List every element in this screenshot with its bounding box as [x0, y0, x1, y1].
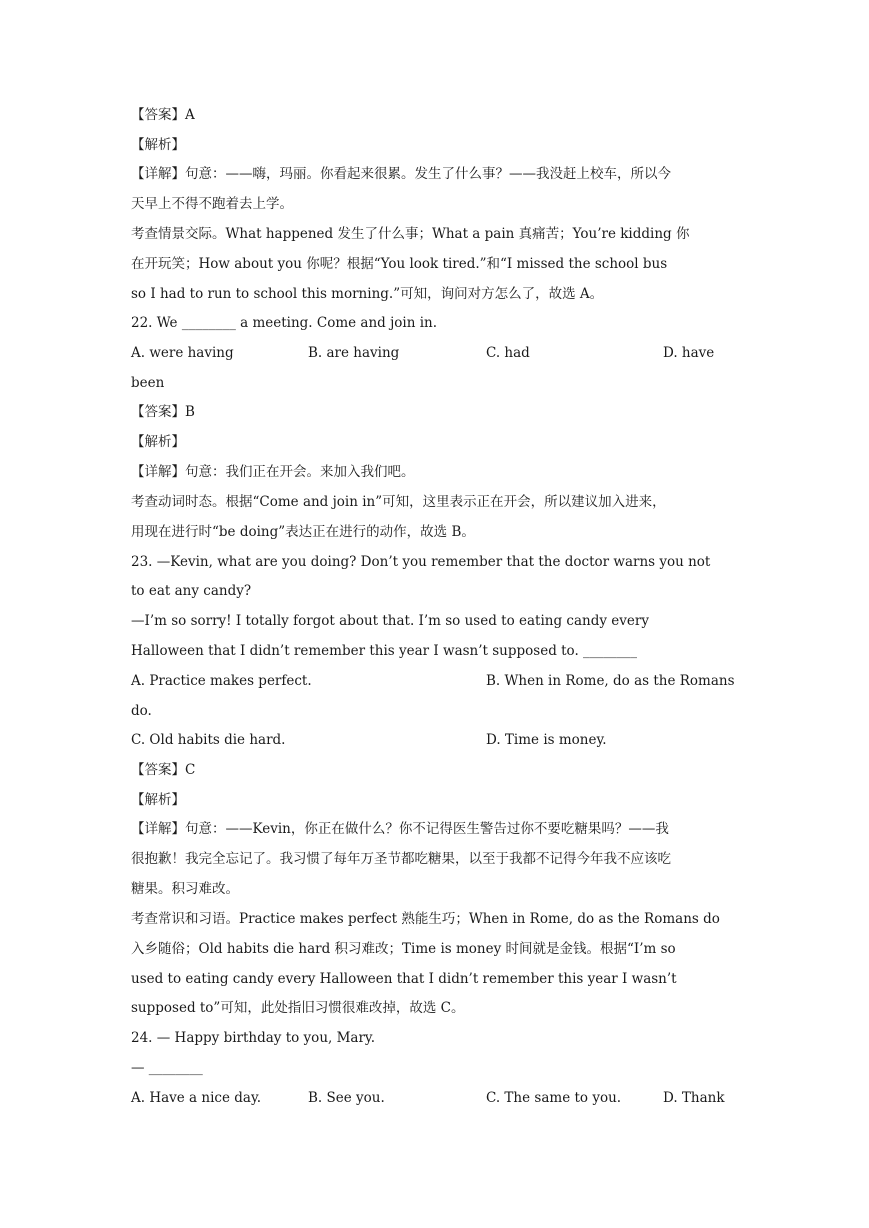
q21-explanation-line-3: so I had to run to school this morning.”可知，询问对方怎么了，故选 A。	[131, 286, 604, 302]
q22-explanation-line-2: 用现在进行时“be doing”表达正在进行的动作，故选 B。	[131, 524, 475, 540]
q24-option-d: D. Thank	[663, 1090, 725, 1106]
q23-option-b: B. When in Rome, do as the Romans	[486, 673, 735, 689]
q23-stem-line-2: to eat any candy?	[131, 583, 252, 599]
q22-analysis-heading: 【解析】	[131, 434, 185, 450]
q23-option-d: D. Time is money.	[486, 732, 607, 748]
q22-option-a: A. were having	[131, 345, 234, 361]
q24-stem-line-2: — ________	[131, 1060, 203, 1076]
q22-option-c: C. had	[486, 345, 530, 361]
q23-detail-line-3: 糖果。积习难改。	[131, 881, 239, 897]
q23-answer: 【答案】C	[131, 762, 196, 778]
q21-detail-line-2: 天早上不得不跑着去上学。	[131, 196, 293, 212]
q24-option-a: A. Have a nice day.	[131, 1090, 262, 1106]
q24-stem-line-1: 24. — Happy birthday to you, Mary.	[131, 1030, 376, 1046]
q23-option-c: C. Old habits die hard.	[131, 732, 286, 748]
q22-option-d-wrap: been	[131, 375, 165, 391]
q22-stem: 22. We ________ a meeting. Come and join in.	[131, 315, 438, 331]
q23-explanation-line-3: used to eating candy every Halloween that I didn’t remember this year I wasn’t	[131, 971, 677, 987]
q21-answer: 【答案】A	[131, 107, 195, 123]
q23-explanation-line-1: 考查常识和习语。Practice makes perfect 熟能生巧；When in Rome, do as the Romans do	[131, 911, 720, 927]
q23-option-a: A. Practice makes perfect.	[131, 673, 312, 689]
q21-explanation-line-1: 考查情景交际。What happened 发生了什么事；What a pain 真痛苦；You’re kidding 你	[131, 226, 690, 242]
q23-analysis-heading: 【解析】	[131, 792, 185, 808]
q24-option-b: B. See you.	[308, 1090, 385, 1106]
q21-explanation-line-2: 在开玩笑；How about you 你呢？根据“You look tired.”和“I missed the school bus	[131, 256, 668, 272]
q23-detail-line-1: 【详解】句意：——Kevin，你正在做什么？你不记得医生警告过你不要吃糖果吗？——我	[131, 821, 669, 837]
q24-option-c: C. The same to you.	[486, 1090, 622, 1106]
q21-analysis-heading: 【解析】	[131, 137, 185, 153]
q23-stem-line-1: 23. —Kevin, what are you doing? Don’t you remember that the doctor warns you not	[131, 554, 711, 570]
q23-detail-line-2: 很抱歉！我完全忘记了。我习惯了每年万圣节都吃糖果，以至于我都不记得今年我不应该吃	[131, 851, 671, 867]
q22-explanation-line-1: 考查动词时态。根据“Come and join in”可知，这里表示正在开会，所以建议加入进来，	[131, 494, 666, 510]
q23-option-b-wrap: do.	[131, 703, 152, 719]
q23-stem-line-3: —I’m so sorry! I totally forgot about that. I’m so used to eating candy every	[131, 613, 649, 629]
q23-explanation-line-4: supposed to”可知，此处指旧习惯很难改掉，故选 C。	[131, 1000, 465, 1016]
q22-answer: 【答案】B	[131, 404, 195, 420]
q23-explanation-line-2: 入乡随俗；Old habits die hard 积习难改；Time is money 时间就是金钱。根据“I’m so	[131, 941, 676, 957]
q22-option-b: B. are having	[308, 345, 400, 361]
q23-stem-line-4: Halloween that I didn’t remember this year I wasn’t supposed to. ________	[131, 643, 638, 659]
q21-detail-line-1: 【详解】句意：——嗨，玛丽。你看起来很累。发生了什么事？——我没赶上校车，所以今	[131, 166, 671, 182]
q22-detail-line-1: 【详解】句意：我们正在开会。来加入我们吧。	[131, 464, 415, 480]
q22-option-d: D. have	[663, 345, 715, 361]
